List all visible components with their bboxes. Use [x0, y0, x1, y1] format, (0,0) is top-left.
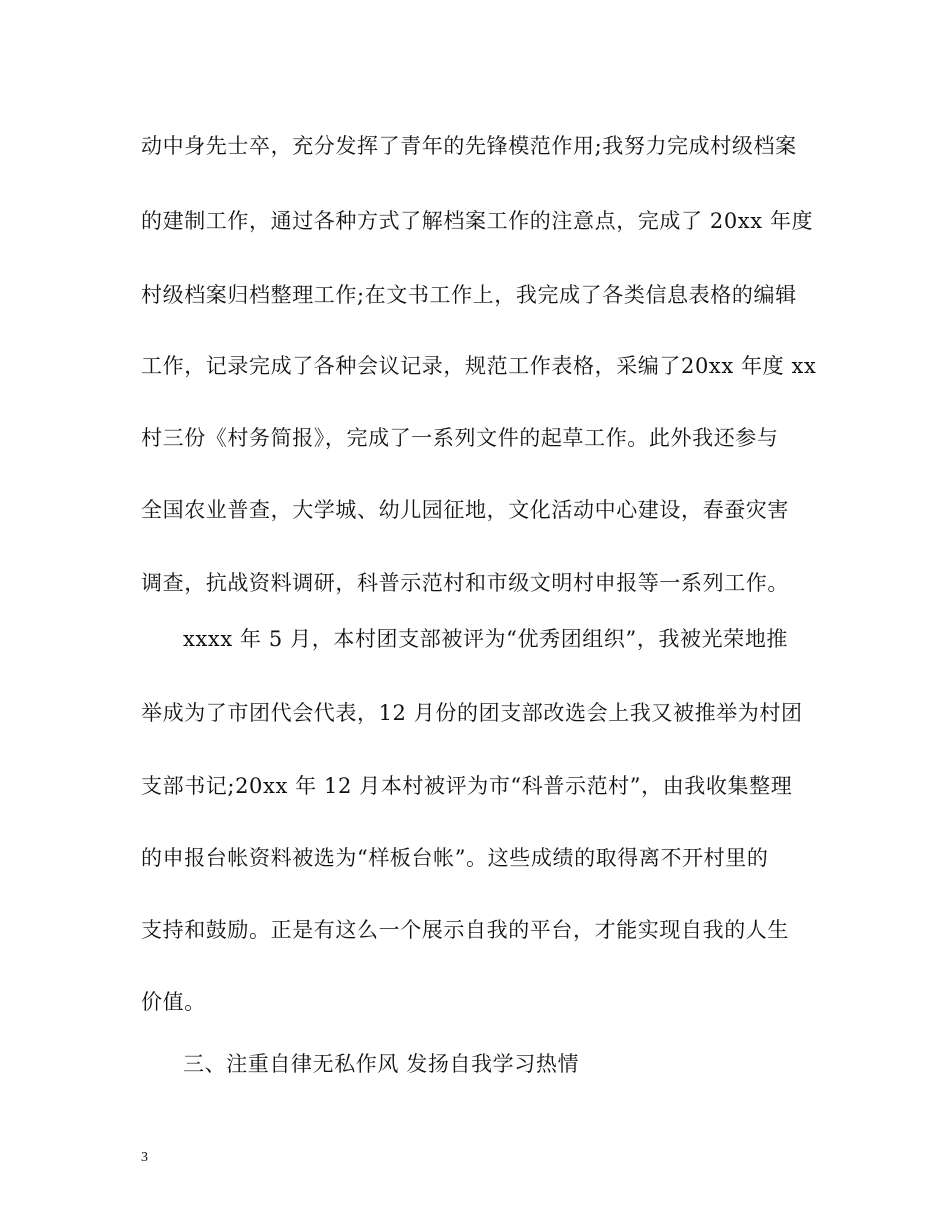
paragraph-line-9: 举成为了市团代会代表，12 月份的团支部改选会上我又被推举为村团 — [141, 701, 803, 725]
page-number: 3 — [141, 1150, 148, 1165]
paragraph-line-5: 村三份《村务简报》，完成了一系列文件的起草工作。此外我还参与 — [141, 426, 779, 450]
paragraph-line-13: 价值。 — [141, 990, 206, 1014]
paragraph-line-1: 动中身先士卒，充分发挥了青年的先锋模范作用;我努力完成村级档案 — [141, 134, 797, 158]
paragraph-line-7: 调查，抗战资料调研，科普示范村和市级文明村申报等一系列工作。 — [141, 571, 789, 595]
paragraph-line-8: xxxx 年 5 月，本村团支部被评为“优秀团组织”，我被光荣地推 — [183, 627, 789, 651]
paragraph-line-10: 支部书记;20xx 年 12 月本村被评为市“科普示范村”，由我收集整理 — [141, 774, 793, 798]
paragraph-line-4: 工作，记录完成了各种会议记录，规范工作表格，采编了20xx 年度 xx — [141, 354, 817, 378]
paragraph-line-12: 支持和鼓励。正是有这么一个展示自我的平台，才能实现自我的人生 — [141, 918, 789, 942]
paragraph-line-11: 的申报台帐资料被选为“样板台帐”。这些成绩的取得离不开村里的 — [141, 846, 769, 870]
paragraph-line-6: 全国农业普查，大学城、幼儿园征地，文化活动中心建设，春蚕灾害 — [141, 498, 789, 522]
paragraph-line-2: 的建制工作，通过各种方式了解档案工作的注意点，完成了 20xx 年度 — [141, 209, 814, 233]
section-heading: 三、注重自律无私作风 发扬自我学习热情 — [183, 1052, 580, 1076]
paragraph-line-3: 村级档案归档整理工作;在文书工作上，我完成了各类信息表格的编辑 — [141, 283, 797, 307]
